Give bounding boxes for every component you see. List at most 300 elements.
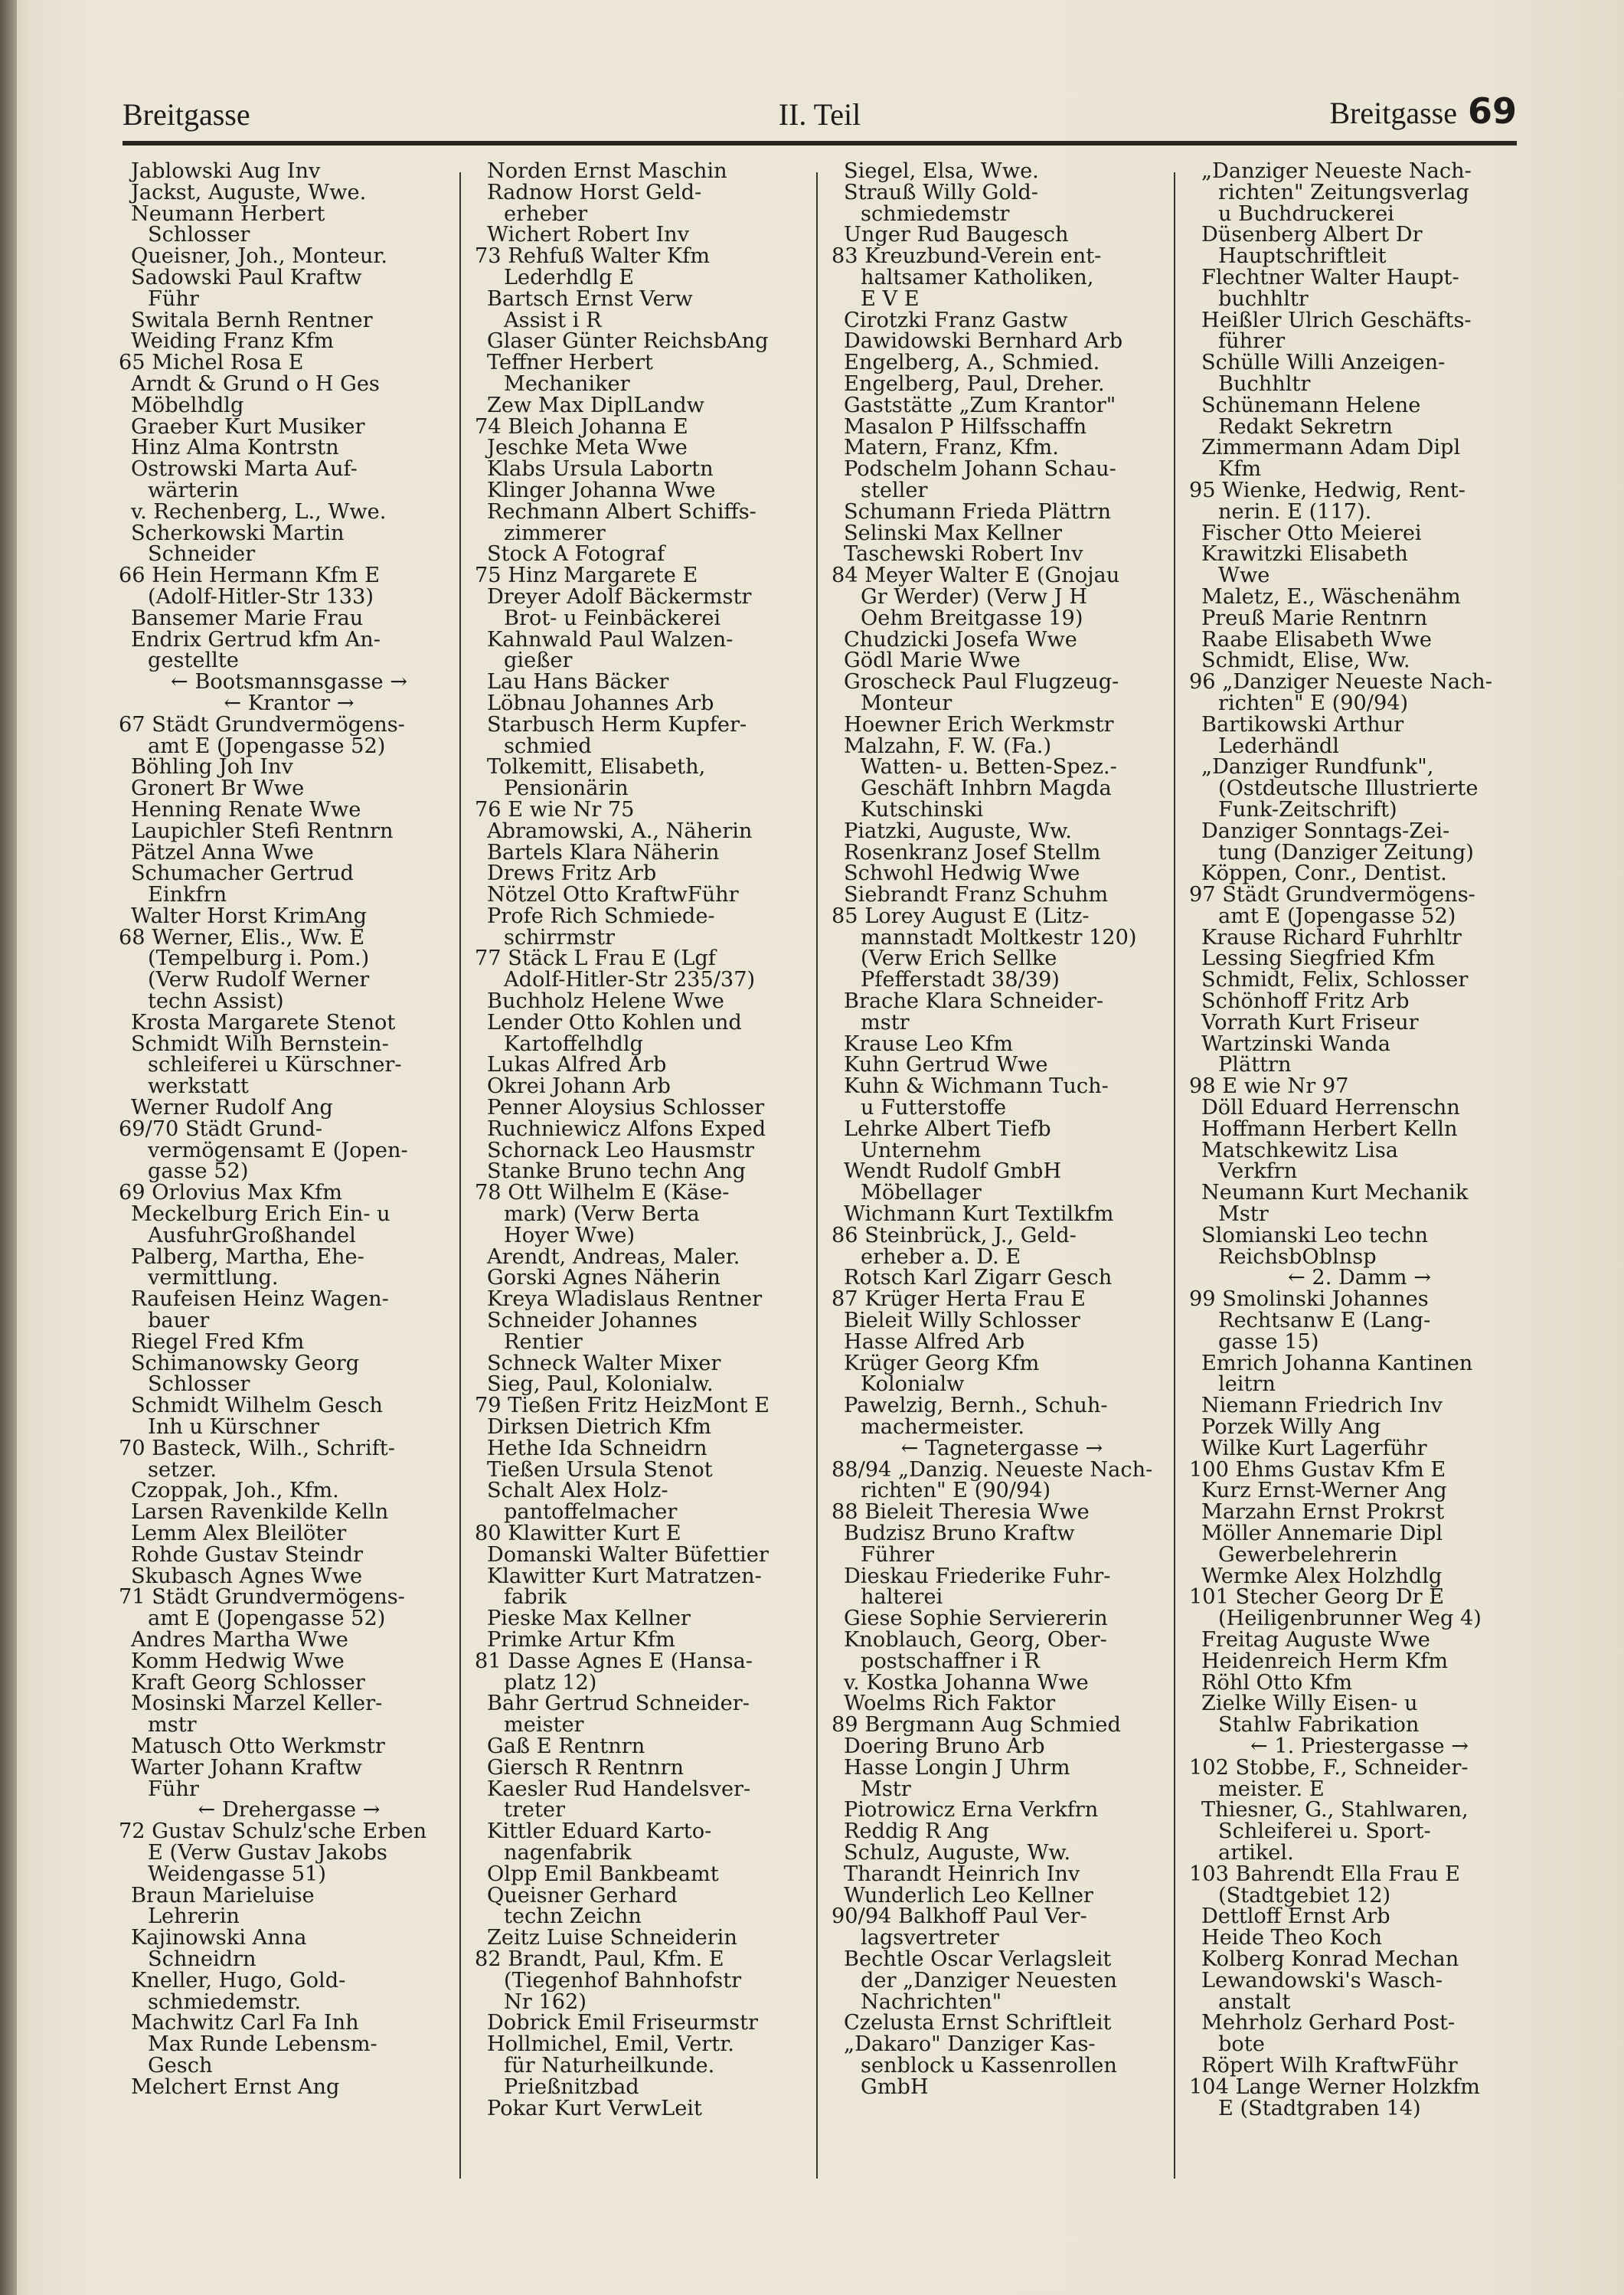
- resident-entry: Sadowski Paul Kraftw: [131, 265, 362, 289]
- resident-entry: Düsenberg Albert Dr: [1201, 223, 1423, 247]
- directory-column-2: [475, 161, 815, 2119]
- resident-entry: (Heiligenbrunner Weg 4): [1218, 1607, 1482, 1631]
- resident-entry: (Tiegenhof Bahnhofstr: [504, 1968, 742, 1993]
- resident-entry: wärterin: [148, 478, 239, 502]
- resident-entry: amt E (Jopengasse 52): [1218, 904, 1456, 928]
- resident-entry: Bartsch Ernst Verw: [487, 286, 693, 311]
- house-number-entry: 65 Michel Rosa E: [119, 351, 304, 375]
- cross-street-separator: ← 1. Priestergasse →: [1250, 1734, 1469, 1758]
- house-number-entry: 100 Ehms Gustav Kfm E: [1189, 1457, 1446, 1482]
- resident-entry: Danziger Sonntags-Zei-: [1201, 819, 1450, 843]
- resident-entry: „Danziger Neueste Nach-: [1201, 159, 1472, 183]
- resident-entry: Maletz, E., Wäschenähm: [1201, 584, 1461, 609]
- resident-entry: Hasse Longin J Uhrm: [844, 1755, 1070, 1780]
- resident-entry: Nachrichten": [861, 1989, 1002, 2014]
- resident-entry: Geschäft Inhbrn Magda: [861, 776, 1112, 801]
- house-number-entry: 75 Hinz Margarete E: [475, 564, 698, 588]
- house-number-entry: 99 Smolinski Johannes: [1189, 1287, 1429, 1312]
- resident-entry: steller: [861, 478, 928, 502]
- resident-entry: Kolonialw: [861, 1372, 965, 1397]
- house-number-entry: 66 Hein Hermann Kfm E: [119, 564, 380, 588]
- resident-entry: Mechaniker: [504, 371, 630, 396]
- resident-entry: buchhltr: [1218, 286, 1309, 311]
- resident-entry: Czelusta Ernst Schriftleit: [844, 2011, 1112, 2035]
- resident-entry: mstr: [861, 1010, 910, 1035]
- resident-entry: Kurz Ernst-Werner Ang: [1201, 1479, 1447, 1503]
- resident-entry: Heide Theo Koch: [1201, 1926, 1383, 1950]
- resident-entry: der „Danziger Neuesten: [861, 1968, 1117, 1993]
- resident-entry: Ostrowski Marta Auf-: [131, 457, 358, 482]
- house-number-entry: 89 Bergmann Aug Schmied: [832, 1713, 1121, 1738]
- resident-entry: Funk-Zeitschrift): [1218, 797, 1397, 822]
- resident-entry: Stanke Bruno techn Ang: [487, 1159, 746, 1184]
- resident-entry: mannstadt Moltkestr 120): [861, 925, 1137, 950]
- resident-entry: Wichert Robert Inv: [487, 223, 690, 247]
- resident-entry: Mehrholz Gerhard Post-: [1201, 2011, 1456, 2035]
- resident-entry: Giersch R Rentnrn: [487, 1755, 684, 1780]
- resident-entry: Hauptschriftleit: [1218, 244, 1387, 269]
- resident-entry: setzer.: [148, 1457, 217, 1482]
- resident-entry: Rosenkranz Josef Stellm: [844, 840, 1101, 865]
- resident-entry: meister. E: [1218, 1777, 1325, 1801]
- resident-entry: Assist i R: [504, 308, 602, 332]
- resident-entry: Scherkowski Martin: [131, 521, 345, 545]
- resident-entry: Engelberg, Paul, Dreher.: [844, 371, 1105, 396]
- resident-entry: Schwohl Hedwig Wwe: [844, 861, 1080, 886]
- resident-entry: GmbH: [861, 2074, 929, 2099]
- resident-entry: vermittlung.: [148, 1266, 279, 1290]
- resident-entry: Schmidt, Elise, Ww.: [1201, 649, 1410, 673]
- resident-entry: Verkfrn: [1218, 1159, 1298, 1184]
- resident-entry: Wartzinski Wanda: [1201, 1031, 1390, 1056]
- cross-street-separator: ← Tagnetergasse →: [900, 1436, 1103, 1460]
- resident-entry: Inh u Kürschner: [148, 1415, 320, 1440]
- resident-entry: Andres Martha Wwe: [131, 1627, 348, 1652]
- resident-entry: Schünemann Helene: [1201, 393, 1421, 417]
- resident-entry: Kolberg Konrad Mechan: [1201, 1947, 1459, 1971]
- resident-entry: Domanski Walter Büfettier: [487, 1542, 769, 1567]
- resident-entry: Dirksen Dietrich Kfm: [487, 1415, 711, 1440]
- resident-entry: Watten- u. Betten-Spez.-: [861, 755, 1117, 780]
- resident-entry: Plättrn: [1218, 1053, 1292, 1077]
- house-number-entry: 69/70 Städt Grund-: [119, 1116, 323, 1141]
- resident-entry: Freitag Auguste Wwe: [1201, 1627, 1430, 1652]
- resident-entry: vermögensamt E (Jopen-: [148, 1138, 408, 1162]
- resident-entry: Heißler Ulrich Geschäfts-: [1201, 308, 1472, 332]
- house-number-entry: 69 Orlovius Max Kfm: [119, 1181, 342, 1205]
- resident-entry: Malzahn, F. W. (Fa.): [844, 734, 1052, 758]
- resident-entry: (Verw Erich Sellke: [861, 946, 1057, 971]
- house-number-entry: 101 Stecher Georg Dr E: [1189, 1585, 1445, 1610]
- resident-entry: ReichsbOblnsp: [1218, 1244, 1377, 1269]
- directory-column-1: [119, 161, 459, 2098]
- resident-entry: Mosinski Marzel Keller-: [131, 1692, 383, 1716]
- resident-entry: Pfefferstadt 38/39): [861, 968, 1060, 992]
- resident-entry: nerin. E (117).: [1218, 499, 1372, 524]
- resident-entry: Dobrick Emil Friseurmstr: [487, 2011, 759, 2035]
- resident-entry: Unternehm: [861, 1138, 982, 1162]
- resident-entry: Strauß Willy Gold-: [844, 180, 1038, 204]
- resident-entry: Weiding Franz Kfm: [131, 329, 334, 354]
- resident-entry: Lukas Alfred Arb: [487, 1053, 667, 1077]
- resident-entry: u Futterstoffe: [861, 1096, 1007, 1120]
- resident-entry: Stahlw Fabrikation: [1218, 1713, 1420, 1738]
- resident-entry: Starbusch Herm Kupfer-: [487, 712, 747, 737]
- header-street-left: Breitgasse: [123, 97, 250, 132]
- resident-entry: Werner Rudolf Ang: [131, 1096, 333, 1120]
- resident-entry: senblock u Kassenrollen: [861, 2053, 1117, 2078]
- resident-entry: Röpert Wilh KraftwFühr: [1201, 2053, 1458, 2078]
- resident-entry: Olpp Emil Bankbeamt: [487, 1862, 719, 1886]
- house-number-entry: 84 Meyer Walter E (Gnojau: [832, 564, 1120, 588]
- resident-entry: Hinz Alma Kontrstn: [131, 436, 339, 460]
- resident-entry: Buchhltr: [1218, 371, 1311, 396]
- resident-entry: richten" E (90/94): [1218, 691, 1409, 715]
- house-number-entry: 98 E wie Nr 97: [1189, 1074, 1349, 1099]
- resident-entry: Selinski Max Kellner: [844, 521, 1063, 545]
- resident-entry: Vorrath Kurt Friseur: [1201, 1010, 1419, 1035]
- resident-entry: tung (Danziger Zeitung): [1218, 840, 1474, 865]
- resident-entry: bauer: [148, 1309, 210, 1333]
- resident-entry: werkstatt: [148, 1074, 249, 1099]
- resident-entry: Budzisz Bruno Kraftw: [844, 1522, 1075, 1545]
- resident-entry: Wunderlich Leo Kellner: [844, 1883, 1093, 1908]
- resident-entry: Flechtner Walter Haupt-: [1201, 265, 1459, 289]
- resident-entry: Hasse Alfred Arb: [844, 1329, 1025, 1354]
- resident-entry: Tolkemitt, Elisabeth,: [487, 755, 706, 780]
- resident-entry: Queisner, Joh., Monteur.: [131, 244, 388, 269]
- directory-column-3: [832, 161, 1172, 2098]
- resident-entry: Dettloff Ernst Arb: [1201, 1904, 1390, 1929]
- resident-entry: Schulz, Auguste, Ww.: [844, 1840, 1071, 1865]
- resident-entry: gestellte: [148, 649, 239, 673]
- page-header: [123, 90, 1517, 144]
- resident-entry: Gaststätte „Zum Krantor": [844, 393, 1116, 417]
- resident-entry: Schönhoff Fritz Arb: [1201, 989, 1410, 1014]
- resident-entry: Bieleit Willy Schlosser: [844, 1309, 1080, 1333]
- resident-entry: Wwe: [1218, 564, 1270, 588]
- house-number-entry: 87 Krüger Herta Frau E: [832, 1287, 1086, 1312]
- house-number-entry: 97 Städt Grundvermögens-: [1189, 883, 1475, 907]
- resident-entry: Woelms Rich Faktor: [844, 1692, 1056, 1716]
- resident-entry: meister: [504, 1713, 584, 1738]
- resident-entry: Chudzicki Josefa Wwe: [844, 627, 1077, 652]
- resident-entry: Einkfrn: [148, 883, 227, 907]
- resident-entry: Hoyer Wwe): [504, 1223, 636, 1247]
- house-number-entry: 74 Bleich Johanna E: [475, 414, 688, 439]
- resident-entry: Unger Rud Baugesch: [844, 223, 1069, 247]
- resident-entry: Buchholz Helene Wwe: [487, 989, 724, 1014]
- resident-entry: Bartikowski Arthur: [1201, 712, 1404, 737]
- resident-entry: Kraft Georg Schlosser: [131, 1670, 365, 1695]
- resident-entry: Brot- u Feinbäckerei: [504, 606, 721, 630]
- resident-entry: Schneck Walter Mixer: [487, 1351, 721, 1375]
- resident-entry: Monteur: [861, 691, 953, 715]
- resident-entry: Matern, Franz, Kfm.: [844, 436, 1059, 460]
- resident-entry: Tharandt Heinrich Inv: [844, 1862, 1080, 1886]
- house-number-entry: 70 Basteck, Wilh., Schrift-: [119, 1436, 395, 1460]
- resident-entry: v. Kostka Johanna Wwe: [844, 1670, 1089, 1695]
- house-number-entry: 88/94 „Danzig. Neueste Nach-: [832, 1457, 1153, 1482]
- resident-entry: Rohde Gustav Steindr: [131, 1542, 364, 1567]
- resident-entry: Jeschke Meta Wwe: [487, 436, 688, 460]
- resident-entry: Lau Hans Bäcker: [487, 670, 669, 695]
- resident-entry: Schimanowsky Georg: [131, 1351, 360, 1375]
- resident-entry: Cirotzki Franz Gastw: [844, 308, 1068, 332]
- resident-entry: Ruchniewicz Alfons Exped: [487, 1116, 766, 1141]
- resident-entry: Schumacher Gertrud: [131, 861, 354, 886]
- resident-entry: Dieskau Friederike Fuhr-: [844, 1564, 1111, 1588]
- resident-entry: u Buchdruckerei: [1218, 201, 1394, 226]
- house-number-entry: 77 Stäck L Frau E (Lgf: [475, 946, 716, 971]
- resident-entry: Czoppak, Joh., Kfm.: [131, 1479, 339, 1503]
- resident-entry: Slomianski Leo techn: [1201, 1223, 1429, 1247]
- house-number-entry: 86 Steinbrück, J., Geld-: [832, 1223, 1077, 1247]
- resident-entry: Glaser Günter ReichsbAng: [487, 329, 769, 354]
- resident-entry: Thiesner, G., Stahlwaren,: [1201, 1798, 1469, 1823]
- resident-entry: bote: [1218, 2032, 1265, 2057]
- resident-entry: Bartels Klara Näherin: [487, 840, 720, 865]
- resident-entry: Lehrke Albert Tiefb: [844, 1116, 1051, 1141]
- resident-entry: Porzek Willy Ang: [1201, 1415, 1381, 1440]
- resident-entry: Gewerbelehrerin: [1218, 1542, 1398, 1567]
- resident-entry: Möbellager: [861, 1181, 982, 1205]
- resident-entry: Kartoffelhdlg: [504, 1031, 643, 1056]
- resident-entry: Schlosser: [148, 223, 250, 247]
- resident-entry: schmiedemstr: [861, 201, 1010, 226]
- cross-street-separator: ← 2. Damm →: [1288, 1266, 1431, 1290]
- resident-entry: Matusch Otto Werkmstr: [131, 1734, 385, 1758]
- resident-entry: Henning Renate Wwe: [131, 797, 361, 822]
- resident-entry: Gödl Marie Wwe: [844, 649, 1021, 673]
- resident-entry: Sieg, Paul, Kolonialw.: [487, 1372, 714, 1397]
- resident-entry: Doering Bruno Arb: [844, 1734, 1045, 1758]
- resident-entry: Okrei Johann Arb: [487, 1074, 671, 1099]
- resident-entry: Köppen, Conr., Dentist.: [1201, 861, 1447, 886]
- resident-entry: amt E (Jopengasse 52): [148, 734, 386, 758]
- resident-entry: Fischer Otto Meierei: [1201, 521, 1422, 545]
- resident-entry: Zimmermann Adam Dipl: [1201, 436, 1461, 460]
- resident-entry: Weidengasse 51): [148, 1862, 326, 1886]
- resident-entry: richten" E (90/94): [861, 1479, 1051, 1503]
- resident-entry: Gronert Br Wwe: [131, 776, 305, 801]
- resident-entry: Raufeisen Heinz Wagen-: [131, 1287, 389, 1312]
- resident-entry: Rentier: [504, 1329, 583, 1354]
- resident-entry: Piatzki, Auguste, Ww.: [844, 819, 1072, 843]
- resident-entry: Penner Aloysius Schlosser: [487, 1096, 765, 1120]
- resident-entry: gasse 15): [1218, 1329, 1319, 1354]
- house-number-entry: 103 Bahrendt Ella Frau E: [1189, 1862, 1460, 1886]
- house-number-entry: 67 Städt Grundvermögens-: [119, 712, 405, 737]
- resident-entry: Larsen Ravenkilde Kelln: [131, 1500, 389, 1525]
- resident-entry: Raabe Elisabeth Wwe: [1201, 627, 1432, 652]
- resident-entry: mstr: [148, 1713, 197, 1738]
- resident-entry: (Stadtgebiet 12): [1218, 1883, 1391, 1908]
- house-number-entry: 72 Gustav Schulz'sche Erben: [119, 1819, 427, 1844]
- resident-entry: leitrn: [1218, 1372, 1276, 1397]
- resident-entry: Marzahn Ernst Prokrst: [1201, 1500, 1445, 1525]
- resident-entry: postschaffner i R: [861, 1649, 1040, 1673]
- resident-entry: platz 12): [504, 1670, 597, 1695]
- resident-entry: anstalt: [1218, 1989, 1291, 2014]
- resident-entry: Emrich Johanna Kantinen: [1201, 1351, 1473, 1375]
- resident-entry: Röhl Otto Kfm: [1201, 1670, 1352, 1695]
- resident-entry: Hoffmann Herbert Kelln: [1201, 1116, 1458, 1141]
- resident-entry: Schleiferei u. Sport-: [1218, 1819, 1431, 1844]
- resident-entry: Rechtsanw E (Lang-: [1218, 1309, 1431, 1333]
- resident-entry: richten" Zeitungsverlag: [1218, 180, 1469, 204]
- book-spine: [0, 0, 17, 2295]
- resident-entry: Abramowski, A., Näherin: [487, 819, 753, 843]
- house-number-entry: 96 „Danziger Neueste Nach-: [1189, 670, 1492, 695]
- resident-entry: (Ostdeutsche Illustrierte: [1218, 776, 1479, 801]
- resident-entry: Prießnitzbad: [504, 2074, 639, 2099]
- resident-entry: Heidenreich Herm Kfm: [1201, 1649, 1449, 1673]
- cross-street-separator: ← Bootsmannsgasse →: [170, 670, 407, 695]
- resident-entry: Adolf-Hitler-Str 235/37): [504, 968, 756, 992]
- resident-entry: Schneider: [148, 542, 256, 567]
- resident-entry: Jablowski Aug Inv: [131, 159, 321, 183]
- header-rule: [123, 141, 1517, 145]
- house-number-entry: 85 Lorey August E (Litz-: [832, 904, 1090, 928]
- resident-entry: Schlosser: [148, 1372, 250, 1397]
- resident-entry: Lewandowski's Wasch-: [1201, 1968, 1443, 1993]
- resident-entry: Switala Bernh Rentner: [131, 308, 373, 332]
- resident-entry: Redakt Sekretrn: [1218, 414, 1393, 439]
- resident-entry: Niemann Friedrich Inv: [1201, 1394, 1443, 1418]
- resident-entry: Schumann Frieda Plättrn: [844, 499, 1111, 524]
- house-number-entry: 71 Städt Grundvermögens-: [119, 1585, 405, 1610]
- resident-entry: Löbnau Johannes Arb: [487, 691, 714, 715]
- resident-entry: Führer: [861, 1542, 934, 1567]
- resident-entry: Führ: [148, 286, 199, 311]
- resident-entry: Neumann Kurt Mechanik: [1201, 1181, 1469, 1205]
- resident-entry: Zew Max DiplLandw: [487, 393, 704, 417]
- house-number-entry: 95 Wienke, Hedwig, Rent-: [1189, 478, 1466, 502]
- resident-entry: Stock A Fotograf: [487, 542, 665, 567]
- resident-entry: amt E (Jopengasse 52): [148, 1607, 386, 1631]
- resident-entry: Krosta Margarete Stenot: [131, 1010, 396, 1035]
- resident-entry: Klabs Ursula Labortn: [487, 457, 714, 482]
- resident-entry: Neumann Herbert: [131, 201, 325, 226]
- resident-entry: Braun Marieluise: [131, 1883, 315, 1908]
- resident-entry: Graeber Kurt Musiker: [131, 414, 365, 439]
- resident-entry: Schülle Willi Anzeigen-: [1201, 351, 1446, 375]
- resident-entry: machermeister.: [861, 1415, 1024, 1440]
- resident-entry: Teffner Herbert: [487, 351, 653, 375]
- resident-entry: Kutschinski: [861, 797, 984, 822]
- resident-entry: Giese Sophie Serviererin: [844, 1607, 1108, 1631]
- resident-entry: Riegel Fred Kfm: [131, 1329, 305, 1354]
- resident-entry: Zielke Willy Eisen- u: [1201, 1692, 1418, 1716]
- page-number: 69: [1467, 90, 1517, 132]
- resident-entry: Kajinowski Anna: [131, 1926, 307, 1950]
- resident-entry: Groscheck Paul Flugzeug-: [844, 670, 1119, 695]
- resident-entry: Brache Klara Schneider-: [844, 989, 1104, 1014]
- house-number-entry: 79 Tießen Fritz HeizMont E: [475, 1394, 770, 1418]
- resident-entry: gießer: [504, 649, 573, 673]
- resident-entry: techn Zeichn: [504, 1904, 642, 1929]
- resident-entry: Nr 162): [504, 1989, 587, 2014]
- resident-entry: zimmerer: [504, 521, 606, 545]
- column-divider: [816, 172, 818, 2179]
- resident-entry: Bechtle Oscar Verlagsleit: [844, 1947, 1112, 1971]
- resident-entry: Schmidt Wilh Bernstein-: [131, 1031, 389, 1056]
- resident-entry: Reddig R Ang: [844, 1819, 989, 1844]
- resident-entry: (Tempelburg i. Pom.): [148, 946, 370, 971]
- resident-entry: Norden Ernst Maschin: [487, 159, 727, 183]
- resident-entry: Böhling Joh Inv: [131, 755, 293, 780]
- house-number-entry: 102 Stobbe, F., Schneider-: [1189, 1755, 1469, 1780]
- resident-entry: E (Stadtgraben 14): [1218, 2096, 1421, 2120]
- resident-entry: Hollmichel, Emil, Vertr.: [487, 2032, 734, 2057]
- resident-entry: fabrik: [504, 1585, 567, 1610]
- house-number-entry: 73 Rehfuß Walter Kfm: [475, 244, 710, 269]
- resident-entry: Schalt Alex Holz-: [487, 1479, 668, 1503]
- resident-entry: Arendt, Andreas, Maler.: [487, 1244, 740, 1269]
- resident-entry: haltsamer Katholiken,: [861, 265, 1094, 289]
- resident-entry: Krause Leo Kfm: [844, 1031, 1014, 1056]
- resident-entry: erheber a. D. E: [861, 1244, 1021, 1269]
- resident-entry: Tießen Ursula Stenot: [487, 1457, 713, 1482]
- resident-entry: Pieske Max Kellner: [487, 1607, 691, 1631]
- house-number-entry: 78 Ott Wilhelm E (Käse-: [475, 1181, 730, 1205]
- resident-entry: Knoblauch, Georg, Ober-: [844, 1627, 1107, 1652]
- header-street-right-label: Breitgasse: [1329, 96, 1457, 130]
- resident-entry: Taschewski Robert Inv: [844, 542, 1083, 567]
- resident-entry: Drews Fritz Arb: [487, 861, 657, 886]
- resident-entry: Komm Hedwig Wwe: [131, 1649, 345, 1673]
- resident-entry: Laupichler Stefi Rentnrn: [131, 819, 394, 843]
- house-number-entry: 83 Kreuzbund-Verein ent-: [832, 244, 1102, 269]
- resident-entry: (Adolf-Hitler-Str 133): [148, 584, 374, 609]
- header-part-title: II. Teil: [778, 97, 861, 132]
- resident-entry: Wermke Alex Holzhdlg: [1201, 1564, 1443, 1588]
- resident-entry: Schornack Leo Hausmstr: [487, 1138, 754, 1162]
- resident-entry: Nötzel Otto KraftwFühr: [487, 883, 739, 907]
- resident-entry: Schneider Johannes: [487, 1309, 698, 1333]
- resident-entry: Möller Annemarie Dipl: [1201, 1522, 1443, 1545]
- resident-entry: Oehm Breitgasse 19): [861, 606, 1083, 630]
- resident-entry: Lehrerin: [148, 1904, 240, 1929]
- resident-entry: erheber: [504, 201, 588, 226]
- column-divider: [459, 172, 461, 2179]
- resident-entry: Melchert Ernst Ang: [131, 2074, 340, 2099]
- resident-entry: Döll Eduard Herrenschn: [1201, 1096, 1460, 1120]
- resident-entry: Primke Artur Kfm: [487, 1627, 675, 1652]
- resident-entry: Max Runde Lebensm-: [148, 2032, 377, 2057]
- resident-entry: (Verw Rudolf Werner: [148, 968, 370, 992]
- header-street-right: [1329, 90, 1517, 132]
- resident-entry: schirrmstr: [504, 925, 616, 950]
- resident-entry: gasse 52): [148, 1159, 249, 1184]
- resident-entry: Bahr Gertrud Schneider-: [487, 1692, 750, 1716]
- resident-entry: Endrix Gertrud kfm An-: [131, 627, 381, 652]
- resident-entry: Schmidt Wilhelm Gesch: [131, 1394, 383, 1418]
- resident-entry: AusfuhrGroßhandel: [148, 1223, 356, 1247]
- resident-entry: Zeitz Luise Schneiderin: [487, 1926, 737, 1950]
- resident-entry: Radnow Horst Geld-: [487, 180, 702, 204]
- resident-entry: Machwitz Carl Fa Inh: [131, 2011, 359, 2035]
- resident-entry: mark) (Verw Berta: [504, 1202, 700, 1227]
- house-number-entry: 68 Werner, Elis., Ww. E: [119, 925, 365, 950]
- resident-entry: Kuhn Gertrud Wwe: [844, 1053, 1048, 1077]
- resident-entry: Bansemer Marie Frau: [131, 606, 364, 630]
- resident-entry: Jackst, Auguste, Wwe.: [131, 180, 367, 204]
- resident-entry: halterei: [861, 1585, 943, 1610]
- resident-entry: Kittler Eduard Karto-: [487, 1819, 712, 1844]
- resident-entry: lagsvertreter: [861, 1926, 999, 1950]
